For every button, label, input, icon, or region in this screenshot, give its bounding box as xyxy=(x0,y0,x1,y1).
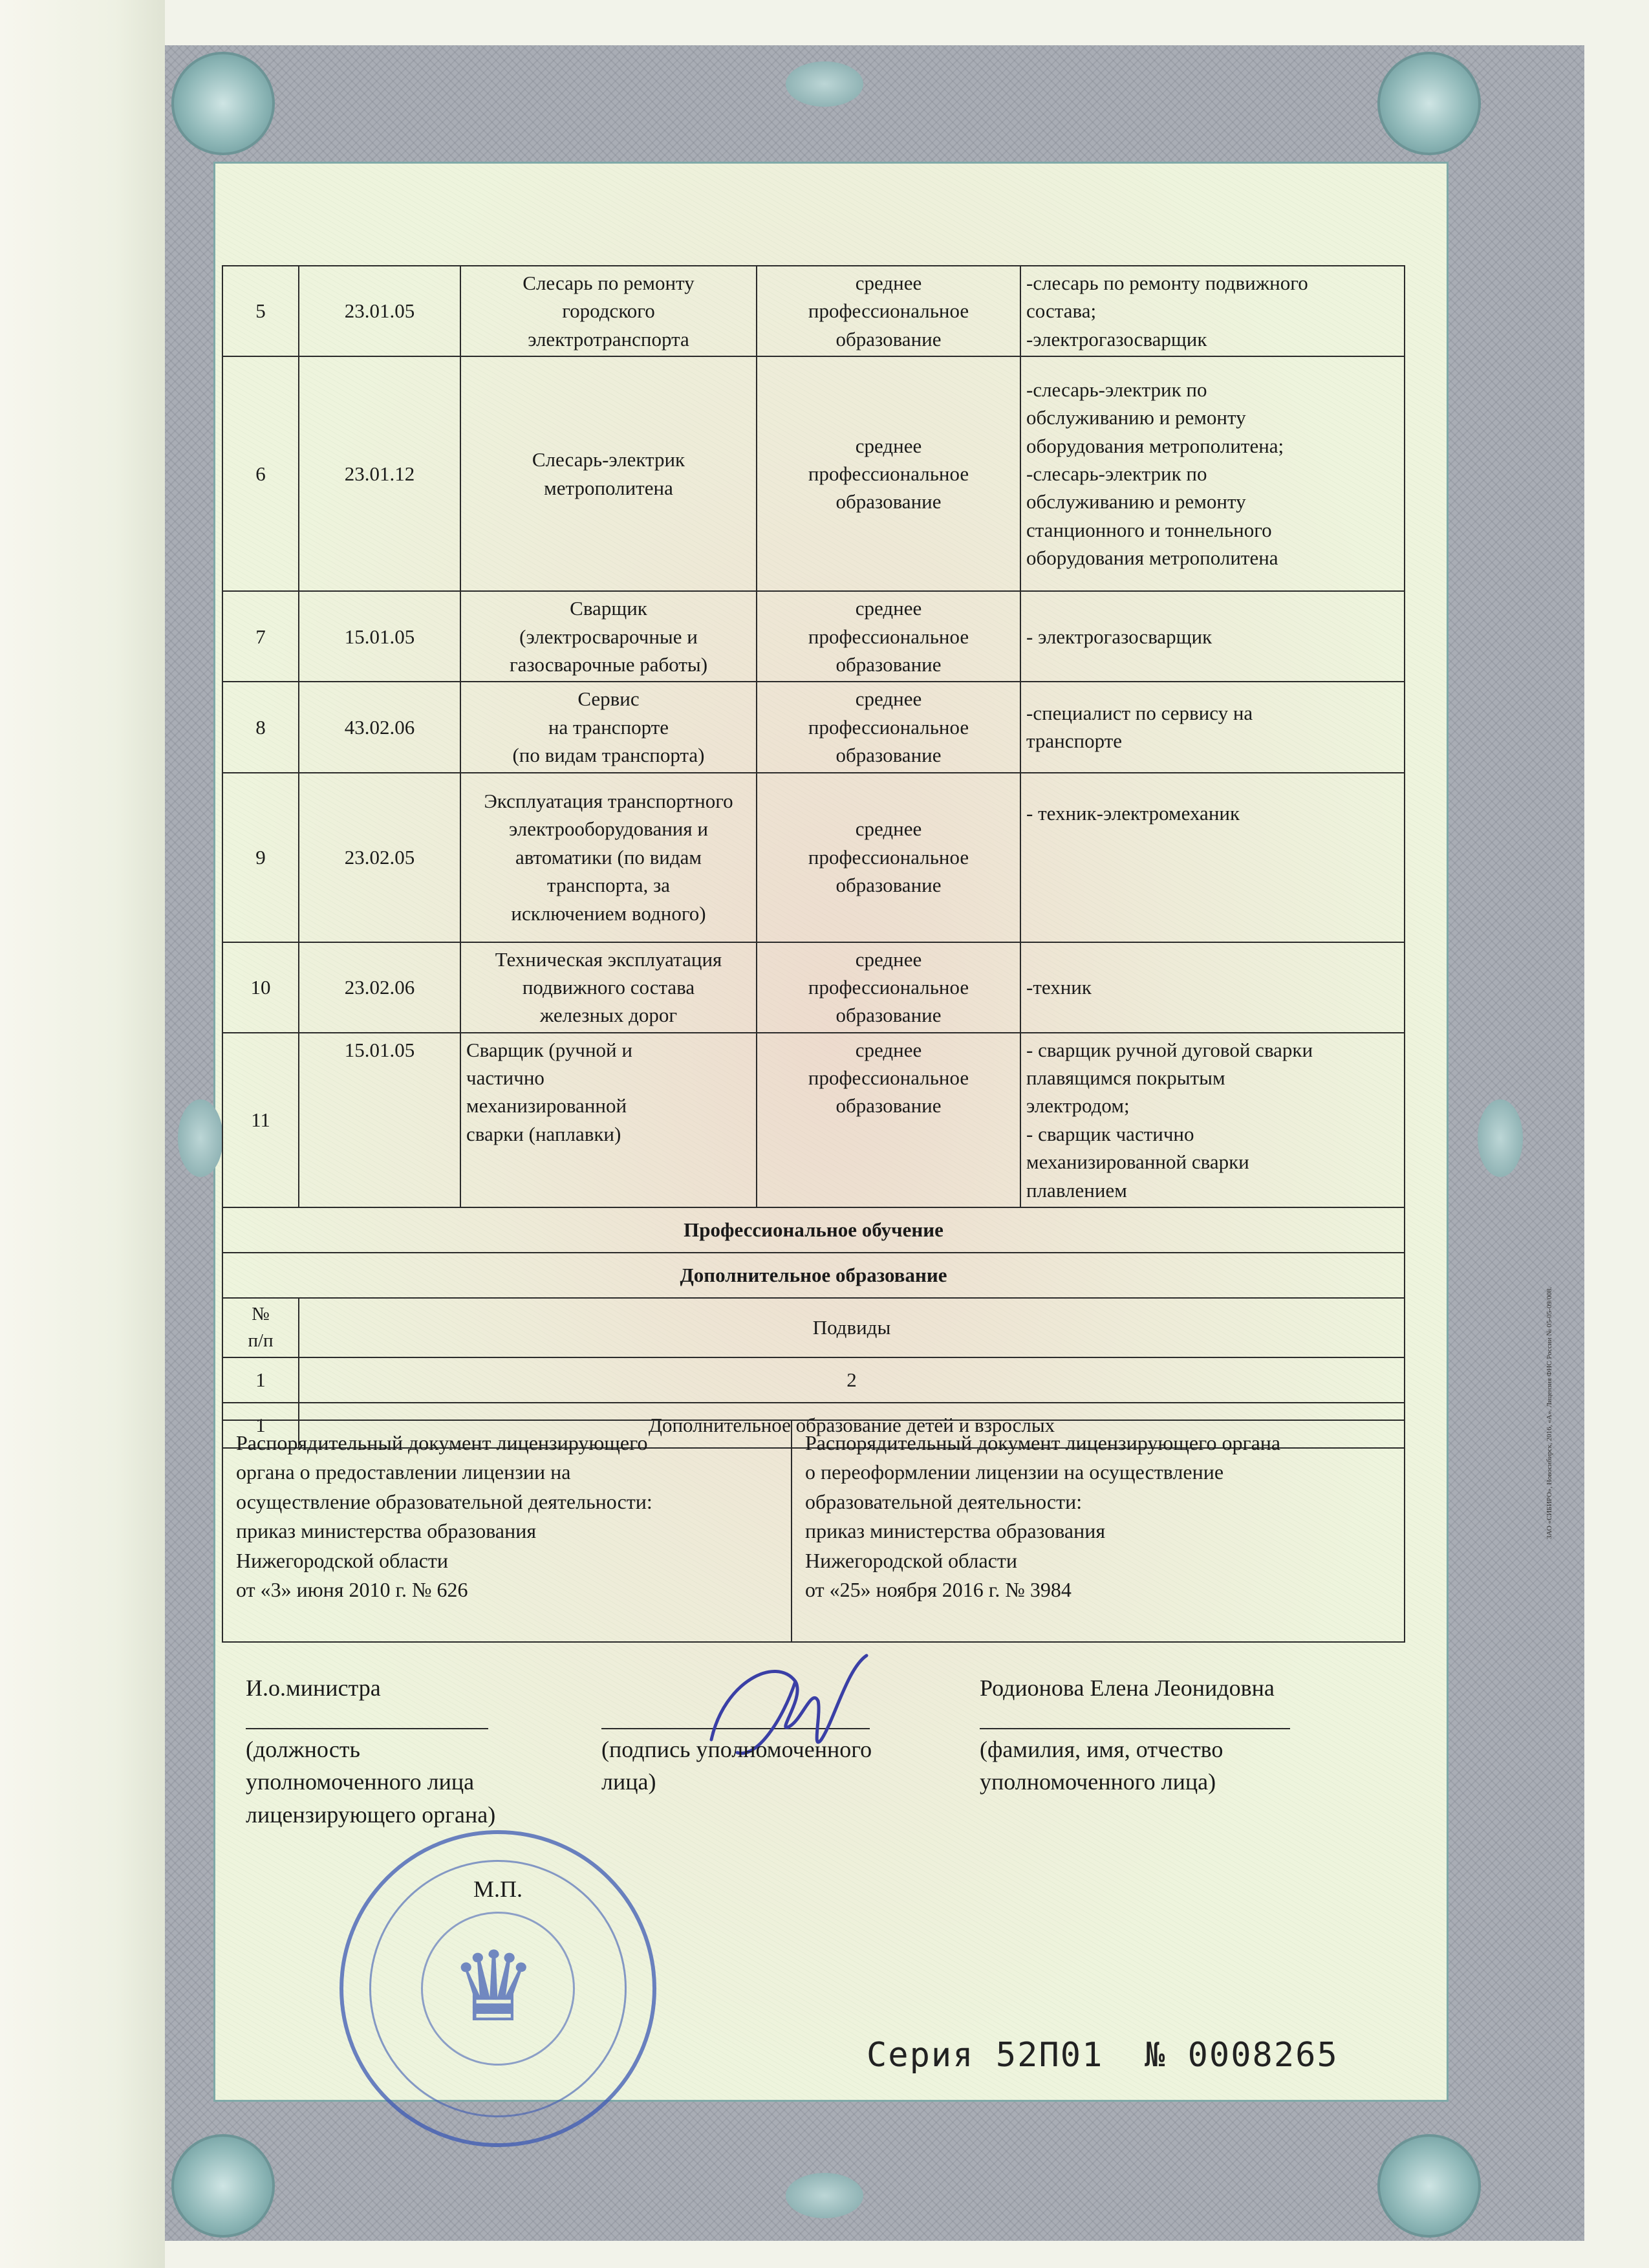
qualification xyxy=(1020,682,1405,772)
additional-education-type: Дополнительное образование детей и взрослых xyxy=(299,1403,1405,1448)
row-number: 9 xyxy=(222,773,299,942)
text-line: железных дорог xyxy=(539,1004,678,1027)
text-line: подвижного состава xyxy=(522,975,695,999)
text-line: среднее xyxy=(855,1038,922,1061)
education-level xyxy=(757,1033,1020,1207)
text-line: от «3» июня 2010 г. № 626 xyxy=(236,1578,468,1602)
row-number: 10 xyxy=(222,942,299,1033)
text-line: среднее xyxy=(855,272,922,294)
table-row xyxy=(222,591,1405,682)
text-line: профессиональное xyxy=(808,462,969,485)
text-line: частично xyxy=(466,1066,544,1090)
text-line: механизированной сварки xyxy=(1026,1150,1249,1174)
text-line: газосварочные работы) xyxy=(509,653,708,676)
text-line: Эксплуатация транспортного xyxy=(484,790,733,813)
qualification xyxy=(1020,1033,1405,1207)
program-name xyxy=(460,682,757,772)
table-row xyxy=(222,1207,1405,1253)
text-line: на транспорте xyxy=(548,715,669,739)
text-line: профессиональное xyxy=(808,975,969,999)
text-line: Сварщик xyxy=(570,597,647,620)
row-number: 8 xyxy=(222,682,299,772)
text-line: состава; xyxy=(1026,299,1097,323)
orders-box xyxy=(222,1420,1405,1643)
text-line: Сварщик (ручной и xyxy=(466,1038,632,1061)
text-line: осуществление образовательной деятельности: xyxy=(236,1489,652,1513)
program-code: 43.02.06 xyxy=(299,682,460,772)
signature-caption xyxy=(601,1733,872,1798)
corner-ornament-bottom-left xyxy=(171,2134,275,2238)
corner-ornament-bottom-right xyxy=(1377,2134,1481,2238)
text-line: оборудования метрополитена xyxy=(1026,546,1278,570)
text-line: профессиональное xyxy=(808,845,969,869)
edge-ornament-bottom xyxy=(786,2173,863,2218)
qualification xyxy=(1020,356,1405,591)
program-code: 23.02.05 xyxy=(299,773,460,942)
index-column: 2 xyxy=(299,1357,1405,1403)
edge-ornament-right xyxy=(1478,1099,1523,1177)
text-line: приказ министерства образования xyxy=(236,1519,537,1543)
table-row xyxy=(222,1033,1405,1207)
text-line: образование xyxy=(835,327,942,351)
program-code: 15.01.05 xyxy=(299,1033,460,1207)
underline-position xyxy=(246,1728,488,1729)
series-label: Серия 52П01 xyxy=(867,2036,1104,2075)
text-line: о переоформлении лицензии на осуществление xyxy=(805,1460,1224,1484)
text-line: образование xyxy=(835,1004,942,1027)
table-row xyxy=(222,356,1405,591)
text-line: -слесарь-электрик по xyxy=(1026,462,1207,485)
text-line: уполномоченного лица) xyxy=(980,1769,1216,1795)
text-line: транспорте xyxy=(1026,729,1123,753)
text-line: механизированной xyxy=(466,1094,627,1118)
text-line: лицензирующего органа) xyxy=(246,1801,496,1828)
text-line: образование xyxy=(835,874,942,897)
printer-imprint: ЗАО «СИБИРО», Новосибирск, 2016, «А». Лицензия ФНС России № 05-05-09/008. xyxy=(1546,1286,1553,1539)
text-line: № xyxy=(252,1304,270,1325)
program-name xyxy=(460,942,757,1033)
order-reissue xyxy=(792,1421,1404,1641)
text-line: (подпись уполномоченного xyxy=(601,1736,872,1762)
row-number: 5 xyxy=(222,266,299,356)
text-line: среднее xyxy=(855,434,922,457)
program-name xyxy=(460,591,757,682)
table-row xyxy=(222,266,1405,356)
text-line: среднее xyxy=(855,687,922,711)
text-line: - техник-электромеханик xyxy=(1026,801,1240,825)
row-number: 11 xyxy=(222,1033,299,1207)
text-line: Сервис xyxy=(577,687,640,711)
program-code: 15.01.05 xyxy=(299,591,460,682)
table-row xyxy=(222,942,1405,1033)
blank-number: № 0008265 xyxy=(1145,2036,1339,2075)
text-line: Техническая эксплуатация xyxy=(495,947,722,971)
text-line: метрополитена xyxy=(544,476,673,499)
qualification xyxy=(1020,942,1405,1033)
text-line: (должность xyxy=(246,1736,360,1762)
text-line: Слесарь-электрик xyxy=(532,448,685,471)
underline-name xyxy=(980,1728,1290,1729)
text-line: Нижегородской области xyxy=(805,1548,1018,1572)
text-line: - сварщик ручной дуговой сварки xyxy=(1026,1038,1313,1061)
education-level xyxy=(757,942,1020,1033)
header-number xyxy=(222,1298,299,1357)
text-line: электротранспорта xyxy=(528,327,689,351)
program-code: 23.02.06 xyxy=(299,942,460,1033)
program-name xyxy=(460,356,757,591)
text-line: -слесарь по ремонту подвижного xyxy=(1026,272,1308,294)
header-subtypes: Подвиды xyxy=(299,1298,1405,1357)
text-line: профессиональное xyxy=(808,625,969,648)
programs-table xyxy=(222,265,1405,1449)
text-line: плавящимся покрытым xyxy=(1026,1066,1225,1090)
text-line: Распорядительный документ лицензирующего органа xyxy=(805,1431,1281,1454)
text-line: образование xyxy=(835,653,942,676)
text-line: исключением водного) xyxy=(511,902,706,925)
edge-ornament-left xyxy=(178,1099,223,1177)
qualification xyxy=(1020,266,1405,356)
text-line: плавлением xyxy=(1026,1178,1127,1202)
program-name xyxy=(460,266,757,356)
text-line: среднее xyxy=(855,947,922,971)
text-line: Слесарь по ремонту xyxy=(523,272,695,294)
text-line: сварки (наплавки) xyxy=(466,1122,621,1145)
row-number: 7 xyxy=(222,591,299,682)
adjacent-page-strip xyxy=(0,0,165,2268)
program-code: 23.01.05 xyxy=(299,266,460,356)
position-caption xyxy=(246,1733,495,1831)
text-line: обслуживанию и ремонту xyxy=(1026,490,1246,513)
official-name: Родионова Елена Леонидовна xyxy=(980,1675,1275,1701)
text-line: уполномоченного лица xyxy=(246,1769,475,1795)
text-line: -слесарь-электрик по xyxy=(1026,378,1207,401)
section-additional-education: Дополнительное образование xyxy=(222,1253,1405,1298)
education-level xyxy=(757,773,1020,942)
text-line: среднее xyxy=(855,817,922,841)
text-line: - сварщик частично xyxy=(1026,1122,1194,1145)
text-line: Распорядительный документ лицензирующего xyxy=(236,1431,648,1454)
text-line: образование xyxy=(835,490,942,513)
text-line: автоматики (по видам xyxy=(515,845,702,869)
order-issue xyxy=(223,1421,792,1641)
text-line: транспорта, за xyxy=(547,874,670,897)
programs-table-body xyxy=(222,266,1405,1448)
edge-ornament-top xyxy=(786,61,863,107)
text-line: (фамилия, имя, отчество xyxy=(980,1736,1223,1762)
stamp-place: М.П. xyxy=(473,1876,523,1902)
table-row xyxy=(222,1298,1405,1357)
text-line: Нижегородской области xyxy=(236,1548,449,1572)
text-line: образовательной деятельности: xyxy=(805,1489,1083,1513)
text-line: профессиональное xyxy=(808,299,969,323)
eagle-emblem-icon: ♛ xyxy=(450,1934,537,2042)
text-line: (электросварочные и xyxy=(519,625,698,648)
text-line: образование xyxy=(835,744,942,767)
text-line: органа о предоставлении лицензии на xyxy=(236,1460,571,1484)
text-line: от «25» ноября 2016 г. № 3984 xyxy=(805,1578,1072,1602)
table-row xyxy=(222,1253,1405,1298)
text-line: п/п xyxy=(248,1330,274,1352)
text-line: -техник xyxy=(1026,975,1092,999)
program-code: 23.01.12 xyxy=(299,356,460,591)
text-line: городского xyxy=(562,299,655,323)
program-name xyxy=(460,773,757,942)
row-number: 1 xyxy=(222,1403,299,1448)
text-line: профессиональное xyxy=(808,715,969,739)
text-line: среднее xyxy=(855,597,922,620)
name-caption xyxy=(980,1733,1223,1798)
education-level xyxy=(757,682,1020,772)
text-line: электрооборудования и xyxy=(508,817,708,841)
qualification xyxy=(1020,773,1405,942)
section-professional-training: Профессиональное обучение xyxy=(222,1207,1405,1253)
text-line: - электрогазосварщик xyxy=(1026,625,1212,648)
education-level xyxy=(757,591,1020,682)
official-position: И.о.министра xyxy=(246,1675,381,1701)
table-row xyxy=(222,773,1405,942)
table-row xyxy=(222,682,1405,772)
text-line: приказ министерства образования xyxy=(805,1519,1106,1543)
text-line: (по видам транспорта) xyxy=(512,744,705,767)
education-level xyxy=(757,356,1020,591)
row-number: 6 xyxy=(222,356,299,591)
text-line: лица) xyxy=(601,1769,656,1795)
text-line: -электрогазосварщик xyxy=(1026,327,1207,351)
table-row xyxy=(222,1357,1405,1403)
text-line: образование xyxy=(835,1094,942,1118)
text-line: -специалист по сервису на xyxy=(1026,702,1253,725)
text-line: электродом; xyxy=(1026,1094,1130,1118)
text-line: профессиональное xyxy=(808,1066,969,1090)
text-line: обслуживанию и ремонту xyxy=(1026,406,1246,429)
text-line: станционного и тоннельного xyxy=(1026,518,1272,541)
qualification xyxy=(1020,591,1405,682)
index-number: 1 xyxy=(222,1357,299,1403)
education-level xyxy=(757,266,1020,356)
corner-ornament-top-right xyxy=(1377,52,1481,155)
program-name xyxy=(460,1033,757,1207)
corner-ornament-top-left xyxy=(171,52,275,155)
text-line: оборудования метрополитена; xyxy=(1026,434,1284,457)
